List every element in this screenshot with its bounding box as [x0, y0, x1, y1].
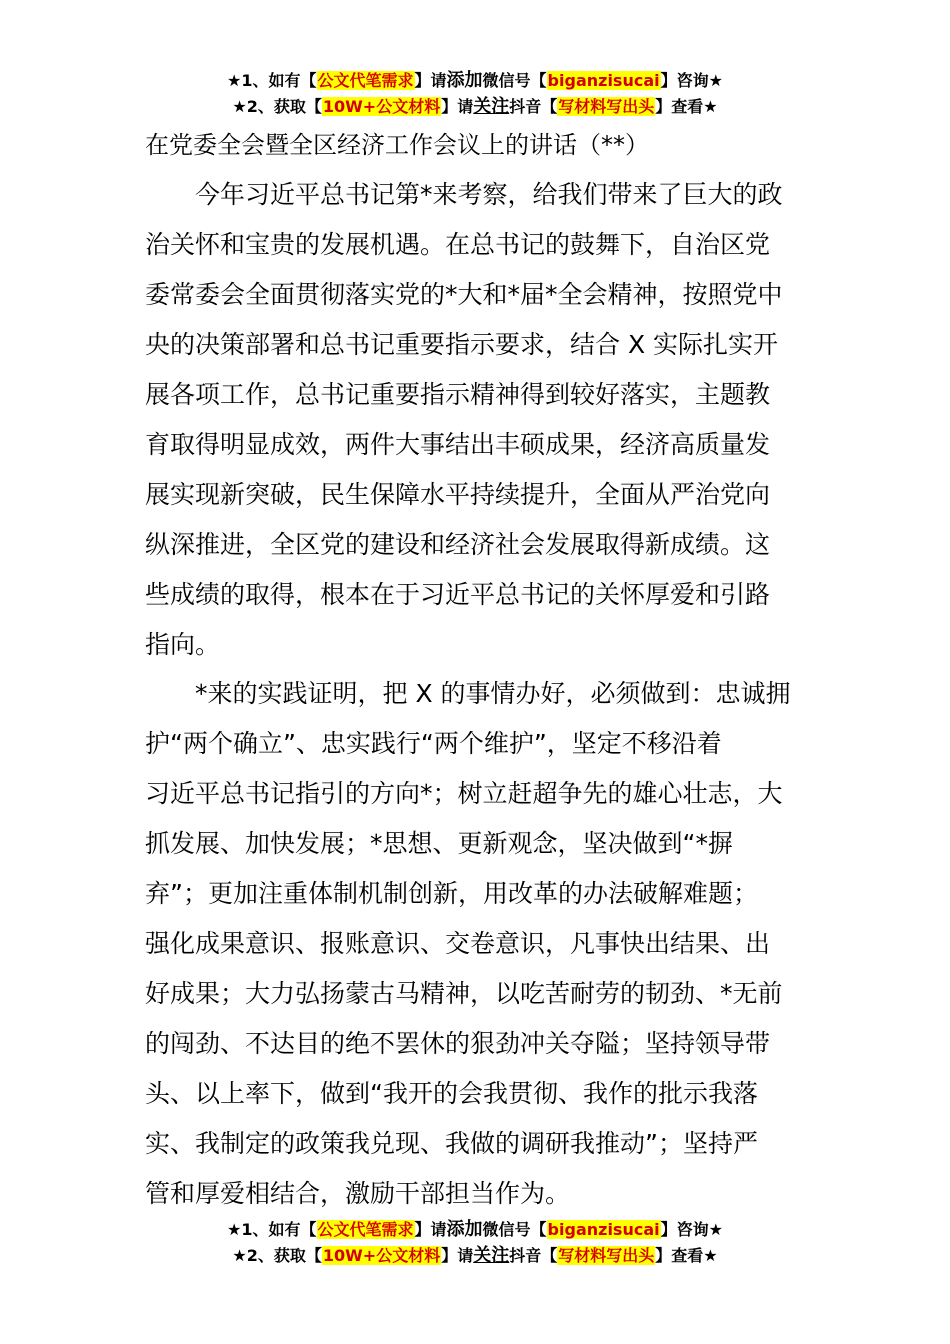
banner-emphasis: 关注	[473, 1245, 510, 1266]
text-line: 弃”；更加注重体制机制创新，用改革的办法破解难题；	[145, 879, 758, 908]
banner-line-1	[0, 1217, 950, 1243]
paragraph-1	[145, 170, 783, 670]
text-line: 些成绩的取得，根本在于习近平总书记的关怀厚爱和引路	[145, 580, 771, 609]
banner-highlight: 公文代笔需求	[317, 71, 414, 90]
text-line: 展各项工作，总书记重要指示精神得到较好落实，主题教	[145, 380, 771, 409]
banner-highlight: 公文代笔需求	[317, 1220, 414, 1239]
banner-line-2	[0, 94, 950, 120]
banner-text: ★1、如有【	[227, 1220, 317, 1239]
text-line: 习近平总书记指引的方向*；树立赶超争先的雄心壮志，大	[145, 779, 783, 808]
banner-douyin-id: 写材料写出头	[558, 1246, 655, 1265]
banner-line-1	[0, 68, 950, 94]
banner-emphasis: 添加	[446, 1219, 483, 1240]
banner-text: ★2、获取【	[232, 1246, 322, 1265]
text-line: 头、以上率下，做到“我开的会我贯彻、我作的批示我落	[145, 1079, 758, 1108]
banner-line-2	[0, 1243, 950, 1269]
text-line: 实、我制定的政策我兑现、我做的调研我推动”；坚持严	[145, 1129, 758, 1158]
text-line: 治关怀和宝贵的发展机遇。在总书记的鼓舞下，自治区党	[145, 230, 771, 259]
banner-douyin-id: 写材料写出头	[558, 97, 655, 116]
document-title: 在党委全会暨全区经济工作会议上的讲话（**）	[145, 131, 649, 159]
banner-text: 微信号【	[482, 1220, 547, 1239]
banner-text: 】咨询★	[660, 1220, 723, 1239]
text-line: 委常委会全面贯彻落实党的*大和*届*全会精神，按照党中	[145, 280, 783, 309]
banner-emphasis: 关注	[473, 96, 510, 117]
banner-text: 】查看★	[655, 97, 718, 116]
text-line: 抓发展、加快发展；*思想、更新观念，坚决做到“*摒	[145, 829, 733, 858]
banner-text: 】请	[441, 1246, 474, 1265]
text-line: 纵深推进，全区党的建设和经济社会发展取得新成绩。这	[145, 530, 771, 559]
text-line: 育取得明显成效，两件大事结出丰硕成果，经济高质量发	[145, 430, 771, 459]
banner-text: ★1、如有【	[227, 71, 317, 90]
banner-wechat-id: biganzisucai	[547, 71, 660, 90]
text-line: 好成果；大力弘扬蒙古马精神，以吃苦耐劳的韧劲、*无前	[145, 979, 783, 1008]
banner-emphasis: 添加	[446, 70, 483, 91]
banner-wechat-id: biganzisucai	[547, 1220, 660, 1239]
bottom-banner	[0, 1217, 950, 1269]
text-line: 强化成果意识、报账意识、交卷意识，凡事快出结果、出	[145, 929, 771, 958]
text-line: 央的决策部署和总书记重要指示要求，结合 X 实际扎实开	[145, 330, 779, 359]
banner-text: 抖音【	[509, 1246, 558, 1265]
banner-text: 】请	[441, 97, 474, 116]
text-line: 指向。	[145, 630, 221, 659]
paragraph-2	[145, 669, 791, 1219]
banner-highlight: 10W+公文材料	[322, 97, 441, 116]
banner-text: 】查看★	[655, 1246, 718, 1265]
banner-text: 】请	[414, 1220, 447, 1239]
banner-text: 】请	[414, 71, 447, 90]
top-banner	[0, 68, 950, 120]
text-line: 展实现新突破，民生保障水平持续提升，全面从严治党向	[145, 480, 771, 509]
text-line: 的闯劲、不达目的绝不罢休的狠劲冲关夺隘；坚持领导带	[145, 1029, 771, 1058]
text-line: *来的实践证明，把 X 的事情办好，必须做到：忠诚拥	[145, 679, 791, 708]
text-line: 今年习近平总书记第*来考察，给我们带来了巨大的政	[145, 180, 783, 209]
text-line: 管和厚爱相结合，激励干部担当作为。	[145, 1179, 571, 1208]
banner-text: 微信号【	[482, 71, 547, 90]
banner-text: ★2、获取【	[232, 97, 322, 116]
banner-text: 抖音【	[509, 97, 558, 116]
banner-text: 】咨询★	[660, 71, 723, 90]
text-line: 护“两个确立”、忠实践行“两个维护”，坚定不移沿着	[145, 729, 722, 758]
banner-highlight: 10W+公文材料	[322, 1246, 441, 1265]
